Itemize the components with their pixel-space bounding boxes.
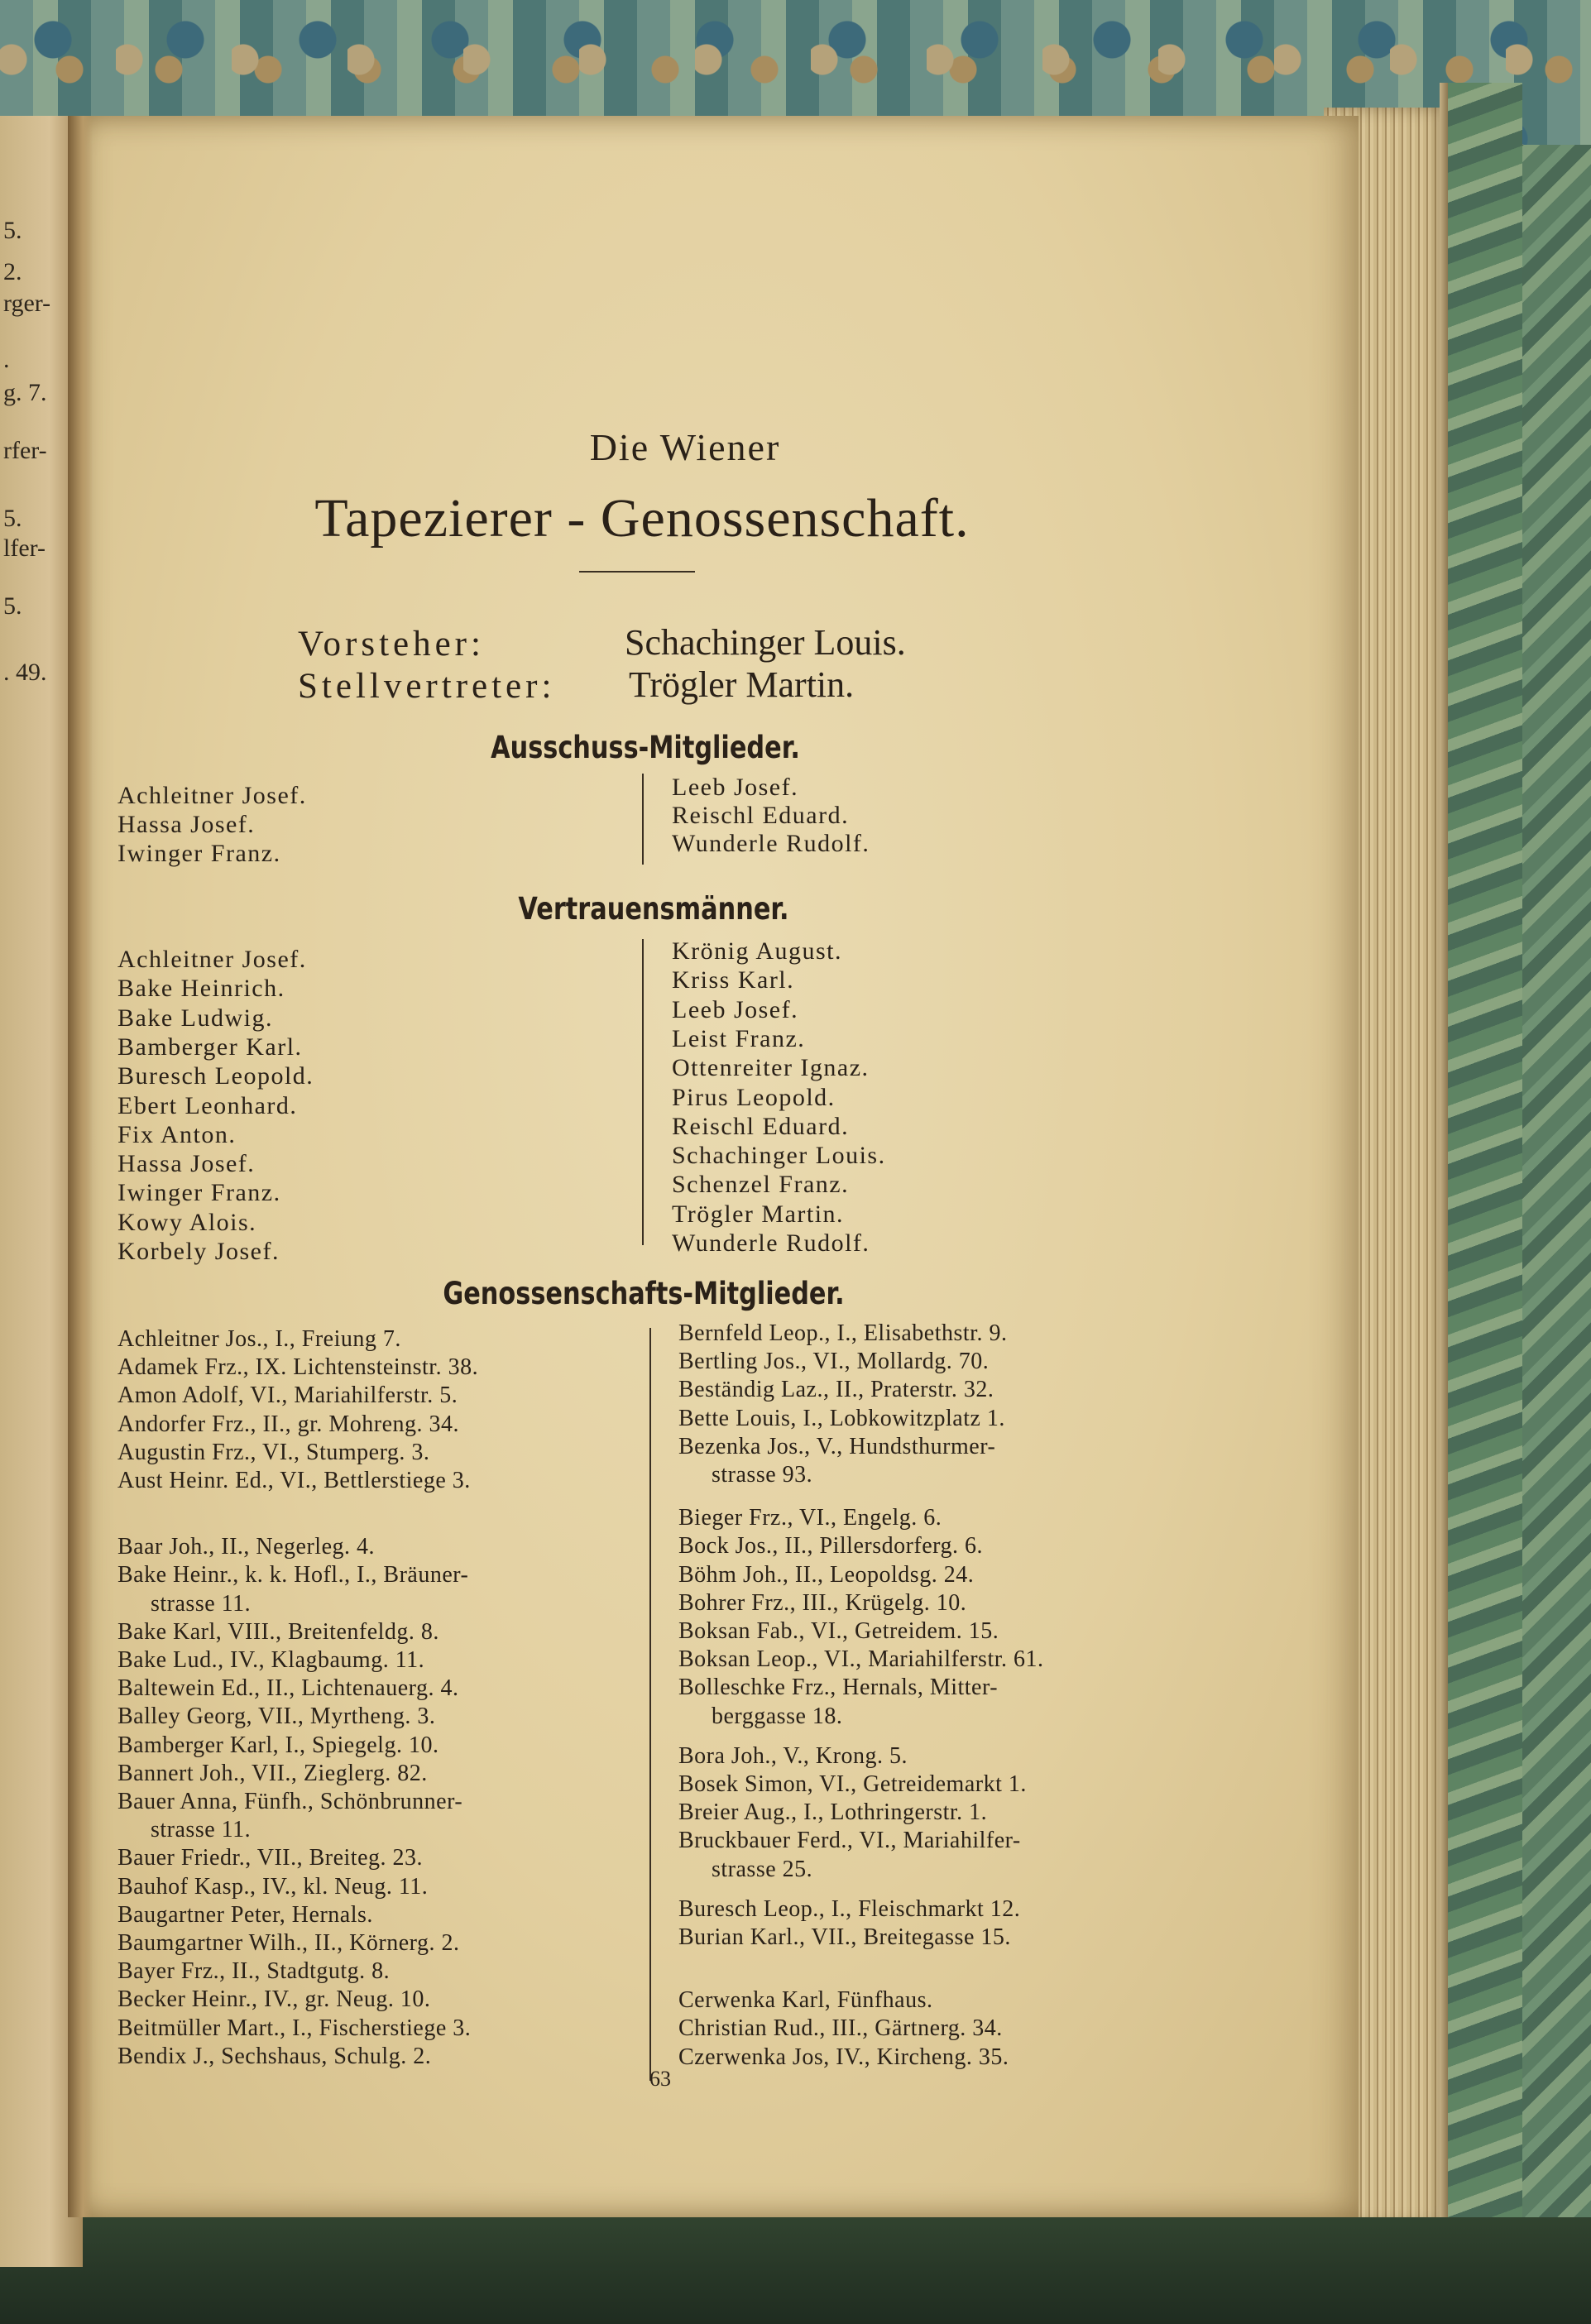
ausschuss-member: Leeb Josef. xyxy=(672,774,799,801)
vertrauen-member: Bake Heinrich. xyxy=(117,975,285,1003)
mitglied-entry: Aust Heinr. Ed., VI., Bettlerstiege 3. xyxy=(117,1468,471,1493)
mitglied-entry: Bernfeld Leop., I., Elisabethstr. 9. xyxy=(678,1320,1008,1346)
vertrauen-member: Fix Anton. xyxy=(117,1120,237,1148)
mitglied-entry: Andorfer Frz., II., gr. Mohreng. 34. xyxy=(117,1411,460,1437)
book-spine-shadow xyxy=(68,116,93,2217)
mitglied-entry: Becker Heinr., IV., gr. Neug. 10. xyxy=(117,1986,431,2013)
left-fragment: 5. xyxy=(3,592,22,620)
column-divider xyxy=(642,774,644,865)
mitglied-entry: Augustin Frz., VI., Stumperg. 3. xyxy=(117,1439,430,1465)
mitglied-entry-continuation: strasse 11. xyxy=(151,1590,252,1617)
mitglied-entry: Boksan Fab., VI., Getreidem. 15. xyxy=(678,1618,999,1644)
vertrauen-member: Kriss Karl. xyxy=(672,966,795,994)
mitglied-entry: Christian Rud., III., Gärtnerg. 34. xyxy=(678,2015,1003,2042)
mitglied-entry: Boksan Leop., VI., Mariahilferstr. 61. xyxy=(678,1646,1044,1673)
mitglied-entry: Bayer Frz., II., Stadtgutg. 8. xyxy=(117,1958,391,1985)
vertrauen-member: Bamberger Karl. xyxy=(117,1033,303,1061)
mitglied-entry: Bake Heinr., k. k. Hofl., I., Bräuner- xyxy=(117,1562,469,1588)
mitglied-entry: Bette Louis, I., Lobkowitzplatz 1. xyxy=(678,1405,1005,1431)
section-heading-vertrauen: Vertrauensmänner. xyxy=(518,891,789,927)
mitglied-entry: Bake Karl, VIII., Breitenfeldg. 8. xyxy=(117,1618,439,1645)
officer-name-deputy: Trögler Martin. xyxy=(629,664,855,705)
vertrauen-member: Achleitner Josef. xyxy=(117,946,307,973)
mitglied-entry: Bock Jos., II., Pillersdorferg. 6. xyxy=(678,1533,983,1560)
mitglied-entry: Breier Aug., I., Lothringerstr. 1. xyxy=(678,1799,988,1826)
mitglied-entry: Bolleschke Frz., Hernals, Mitter- xyxy=(678,1675,999,1701)
vertrauen-member: Reischl Eduard. xyxy=(672,1112,850,1140)
ausschuss-member: Hassa Josef. xyxy=(117,811,256,838)
vertrauen-member: Iwinger Franz. xyxy=(117,1179,281,1207)
vertrauen-member: Pirus Leopold. xyxy=(672,1083,836,1111)
left-fragment: rfer- xyxy=(3,437,47,464)
page-number: 63 xyxy=(649,2067,671,2091)
mitglied-entry: Bauer Anna, Fünfh., Schönbrunner- xyxy=(117,1789,463,1814)
ausschuss-member: Achleitner Josef. xyxy=(117,782,307,809)
vertrauen-member: Leist Franz. xyxy=(672,1024,806,1052)
vertrauen-member: Krönig August. xyxy=(672,937,843,965)
left-fragment: 5. xyxy=(3,505,22,532)
title-divider xyxy=(579,571,695,573)
mitglied-entry: Balley Georg, VII., Myrtheng. 3. xyxy=(117,1703,436,1730)
mitglied-entry: Bamberger Karl, I., Spiegelg. 10. xyxy=(117,1732,439,1758)
ausschuss-member: Iwinger Franz. xyxy=(117,840,281,867)
vertrauen-member: Kowy Alois. xyxy=(117,1208,257,1236)
mitglied-entry: Bake Lud., IV., Klagbaumg. 11. xyxy=(117,1647,425,1673)
mitglied-entry: Bohrer Frz., III., Krügelg. 10. xyxy=(678,1589,967,1616)
mitglied-entry: Böhm Joh., II., Leopoldsg. 24. xyxy=(678,1561,975,1588)
mitglied-entry: Bauer Friedr., VII., Breiteg. 23. xyxy=(117,1845,424,1871)
left-fragment: . xyxy=(3,346,10,373)
officer-role-chair: Vorsteher: xyxy=(298,625,485,664)
vertrauen-member: Ottenreiter Ignaz. xyxy=(672,1054,870,1082)
mitglied-entry: Beständig Laz., II., Praterstr. 32. xyxy=(678,1377,994,1403)
mitglied-entry-continuation: strasse 93. xyxy=(712,1462,813,1488)
officer-name-chair: Schachinger Louis. xyxy=(625,622,906,663)
vertrauen-member: Schenzel Franz. xyxy=(672,1171,850,1199)
vertrauen-member: Ebert Leonhard. xyxy=(117,1091,298,1119)
mitglied-entry: Baar Joh., II., Negerleg. 4. xyxy=(117,1534,376,1560)
page-title: Tapezierer - Genossenschaft. xyxy=(314,488,970,549)
ausschuss-member: Wunderle Rudolf. xyxy=(672,830,870,857)
mitglied-entry: Bannert Joh., VII., Zieglerg. 82. xyxy=(117,1760,428,1786)
ausschuss-member: Reischl Eduard. xyxy=(672,802,850,829)
mitglied-entry: Adamek Frz., IX. Lichtensteinstr. 38. xyxy=(117,1354,479,1381)
mitglied-entry: Czerwenka Jos, IV., Kircheng. 35. xyxy=(678,2044,1009,2070)
vertrauen-member: Bake Ludwig. xyxy=(117,1004,273,1032)
left-fragment: 2. xyxy=(3,258,22,285)
vertrauen-member: Schachinger Louis. xyxy=(672,1142,886,1170)
background-bottom xyxy=(0,2217,1591,2324)
officer-role-deputy: Stellvertreter: xyxy=(298,667,556,706)
mitglied-entry: Achleitner Jos., I., Freiung 7. xyxy=(117,1326,401,1352)
mitglied-entry: Buresch Leop., I., Fleischmarkt 12. xyxy=(678,1895,1021,1922)
column-divider xyxy=(642,939,644,1245)
mitglied-entry: Amon Adolf, VI., Mariahilferstr. 5. xyxy=(117,1382,458,1409)
left-fragment: . 49. xyxy=(3,659,47,686)
column-divider xyxy=(649,1328,651,2081)
mitglied-entry: Bendix J., Sechshaus, Schulg. 2. xyxy=(117,2043,432,2069)
mitglied-entry-continuation: strasse 11. xyxy=(151,1817,252,1843)
cover-board-right xyxy=(1444,83,1522,2259)
mitglied-entry-continuation: strasse 25. xyxy=(712,1856,813,1882)
left-fragment: 5. xyxy=(3,217,22,244)
section-heading-ausschuss: Ausschuss-Mitglieder. xyxy=(491,730,800,765)
mitglied-entry: Bezenka Jos., V., Hundsthurmer- xyxy=(678,1433,996,1459)
vertrauen-member: Hassa Josef. xyxy=(117,1150,256,1178)
mitglied-entry: Baugartner Peter, Hernals. xyxy=(117,1901,373,1928)
mitglied-entry-continuation: berggasse 18. xyxy=(712,1703,843,1729)
vertrauen-member: Wunderle Rudolf. xyxy=(672,1229,870,1257)
mitglied-entry: Beitmüller Mart., I., Fischerstiege 3. xyxy=(117,2015,472,2041)
vertrauen-member: Korbely Josef. xyxy=(117,1238,280,1265)
section-heading-mitglieder: Genossenschafts-Mitglieder. xyxy=(443,1276,845,1311)
cover-board-edge xyxy=(1440,83,1448,2259)
left-fragment: g. 7. xyxy=(3,379,47,406)
header-line-1: Die Wiener xyxy=(589,426,781,468)
mitglied-entry: Bruckbauer Ferd., VI., Mariahilfer- xyxy=(678,1828,1021,1854)
vertrauen-member: Leeb Josef. xyxy=(672,995,799,1023)
left-fragment: rger- xyxy=(3,290,51,317)
mitglied-entry: Bieger Frz., VI., Engelg. 6. xyxy=(678,1505,942,1531)
vertrauen-member: Trögler Martin. xyxy=(672,1200,845,1228)
mitglied-entry: Bora Joh., V., Krong. 5. xyxy=(678,1742,908,1769)
mitglied-entry: Baltewein Ed., II., Lichtenauerg. 4. xyxy=(117,1675,459,1702)
mitglied-entry: Baumgartner Wilh., II., Körnerg. 2. xyxy=(117,1930,460,1956)
mitglied-entry: Cerwenka Karl, Fünfhaus. xyxy=(678,1987,933,2014)
mitglied-entry: Bertling Jos., VI., Mollardg. 70. xyxy=(678,1349,990,1375)
mitglied-entry: Burian Karl., VII., Breitegasse 15. xyxy=(678,1924,1011,1950)
mitglied-entry: Bosek Simon, VI., Getreidemarkt 1. xyxy=(678,1771,1027,1797)
mitglied-entry: Bauhof Kasp., IV., kl. Neug. 11. xyxy=(117,1873,429,1900)
left-fragment: lfer- xyxy=(3,534,46,562)
vertrauen-member: Buresch Leopold. xyxy=(117,1062,314,1090)
